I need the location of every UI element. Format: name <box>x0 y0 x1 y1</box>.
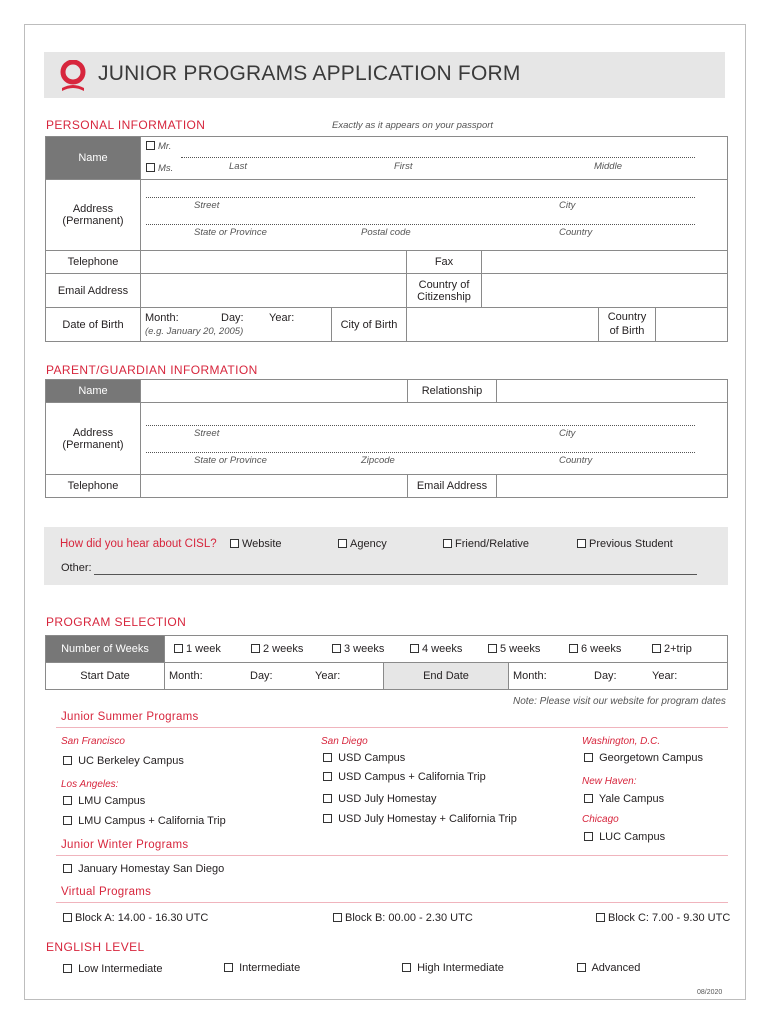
parent-street-line <box>146 425 695 426</box>
parent-street-label: Street <box>194 428 220 439</box>
dob-month-label: Month: <box>145 312 179 324</box>
address-field[interactable] <box>141 180 728 251</box>
telephone-label-cell <box>46 251 141 274</box>
block-c-checkbox[interactable] <box>596 913 605 922</box>
luc-label: LUC Campus <box>599 831 666 843</box>
parent-city-label: City <box>559 428 576 439</box>
parent-telephone-label: Telephone <box>67 480 119 492</box>
hear-option-agency[interactable] <box>338 538 387 550</box>
usd-july-option[interactable] <box>323 793 436 805</box>
block-b-checkbox[interactable] <box>333 913 342 922</box>
week-3-checkbox[interactable] <box>332 644 341 653</box>
end-date-field[interactable] <box>509 663 728 690</box>
middle-label: Middle <box>594 161 622 172</box>
hear-option-friend[interactable] <box>443 538 529 550</box>
level-low-checkbox[interactable] <box>63 964 72 973</box>
previous-checkbox[interactable] <box>577 539 586 548</box>
end-date-label-cell <box>384 663 509 690</box>
website-label: Website <box>242 538 282 550</box>
email-label-cell <box>46 274 141 308</box>
week-trip-checkbox[interactable] <box>652 644 661 653</box>
dob-example: (e.g. January 20, 2005) <box>145 326 244 337</box>
usd-july-label: USD July Homestay <box>338 793 437 805</box>
name-label-cell <box>46 137 141 180</box>
hear-question: How did you hear about CISL? <box>60 538 217 550</box>
uc-berkeley-checkbox[interactable] <box>63 756 72 765</box>
san-francisco-label: San Francisco <box>61 736 125 747</box>
week-option-5[interactable] <box>488 643 540 655</box>
level-high-option[interactable] <box>402 962 504 974</box>
summer-divider <box>56 727 728 728</box>
georgetown-checkbox[interactable] <box>584 753 593 762</box>
winter-divider <box>56 855 728 856</box>
parent-address-label: Address <box>72 426 114 439</box>
weeks-options <box>165 636 728 663</box>
cisl-logo-icon <box>58 60 88 94</box>
week-1-label: 1 week <box>186 643 221 655</box>
citizenship-label-cell <box>407 274 482 308</box>
end-year-label: Year: <box>652 670 678 682</box>
level-intermediate-label: Intermediate <box>239 962 301 974</box>
parent-state-line <box>146 452 695 453</box>
parent-email-field[interactable] <box>497 475 728 498</box>
parent-zip-label: Zipcode <box>361 455 395 466</box>
start-date-field[interactable] <box>165 663 384 690</box>
agency-checkbox[interactable] <box>338 539 347 548</box>
block-a-label: Block A: 14.00 - 16.30 UTC <box>75 912 209 924</box>
week-6-label: 6 weeks <box>581 643 622 655</box>
parent-name-label-cell <box>46 380 141 403</box>
uc-berkeley-label: UC Berkeley Campus <box>78 755 184 767</box>
usd-trip-option[interactable] <box>323 771 486 783</box>
virtual-divider <box>56 902 728 903</box>
name-label: Name <box>78 152 108 164</box>
fax-label-cell <box>407 251 482 274</box>
other-input[interactable] <box>94 574 697 575</box>
parent-telephone-field[interactable] <box>141 475 408 498</box>
country-of-birth-field[interactable] <box>599 308 728 342</box>
citizenship-sublabel: Citizenship <box>417 290 471 303</box>
level-intermediate-option[interactable] <box>224 962 300 974</box>
start-month-label: Month: <box>169 670 203 682</box>
city-of-birth-label-cell <box>332 308 407 342</box>
week-option-trip[interactable] <box>652 643 692 655</box>
program-note: Note: Please visit our website for program dates <box>513 696 726 707</box>
program-heading: PROGRAM SELECTION <box>46 615 187 629</box>
week-1-checkbox[interactable] <box>174 644 183 653</box>
usd-july-trip-checkbox[interactable] <box>323 814 332 823</box>
state-label: State or Province <box>194 227 267 238</box>
lmu-trip-option[interactable] <box>63 815 226 827</box>
address-label: Address <box>72 203 114 215</box>
usd-july-checkbox[interactable] <box>323 794 332 803</box>
week-option-3[interactable] <box>332 643 384 655</box>
week-2-label: 2 weeks <box>263 643 304 655</box>
personal-heading: PERSONAL INFORMATION <box>46 118 206 132</box>
level-advanced-checkbox[interactable] <box>577 963 586 972</box>
parent-state-label: State or Province <box>194 455 267 466</box>
citizenship-label: Country of <box>418 278 470 291</box>
mr-label: Mr. <box>158 141 172 152</box>
level-high-label: High Intermediate <box>417 962 504 974</box>
address-sublabel: (Permanent) <box>62 215 124 227</box>
dob-label: Date of Birth <box>62 318 124 331</box>
dob-label-cell <box>46 308 141 342</box>
level-low-label: Low Intermediate <box>78 963 163 975</box>
week-6-checkbox[interactable] <box>569 644 578 653</box>
relationship-field[interactable] <box>497 380 728 403</box>
dob-day-label: Day: <box>221 312 244 324</box>
usd-label: USD Campus <box>338 752 406 764</box>
lmu-option[interactable] <box>63 795 145 807</box>
city-label: City <box>559 200 576 211</box>
level-low-option[interactable] <box>63 963 162 975</box>
parent-country-label: Country <box>559 455 593 466</box>
week-option-6[interactable] <box>569 643 621 655</box>
parent-table <box>45 379 728 498</box>
week-5-label: 5 weeks <box>500 643 541 655</box>
level-intermediate-checkbox[interactable] <box>224 963 233 972</box>
city-of-birth-field[interactable] <box>407 308 599 342</box>
previous-label: Previous Student <box>589 538 673 550</box>
week-4-checkbox[interactable] <box>410 644 419 653</box>
address-label-cell <box>46 180 141 251</box>
georgetown-option[interactable] <box>584 752 703 764</box>
parent-telephone-label-cell <box>46 475 141 498</box>
telephone-label: Telephone <box>67 256 119 268</box>
parent-name-label: Name <box>78 385 108 397</box>
week-3-label: 3 weeks <box>344 643 385 655</box>
hear-option-previous[interactable] <box>577 538 673 550</box>
yale-option[interactable] <box>584 793 664 805</box>
january-option[interactable] <box>63 863 224 875</box>
relationship-label-cell <box>408 380 497 403</box>
level-high-checkbox[interactable] <box>402 963 411 972</box>
name-field[interactable] <box>141 137 728 180</box>
city-of-birth-label: City of Birth <box>340 318 398 331</box>
email-label: Email Address <box>57 284 129 297</box>
usd-option[interactable] <box>323 752 405 764</box>
ms-checkbox[interactable] <box>146 163 155 172</box>
dob-year-label: Year: <box>269 312 295 324</box>
parent-address-label-cell <box>46 403 141 475</box>
weeks-label-cell <box>46 636 165 663</box>
end-month-label: Month: <box>513 670 547 682</box>
lmu-checkbox[interactable] <box>63 796 72 805</box>
country-of-birth-sublabel: of Birth <box>609 325 645 337</box>
week-5-checkbox[interactable] <box>488 644 497 653</box>
name-line <box>181 157 695 158</box>
fax-field[interactable] <box>482 251 728 274</box>
friend-checkbox[interactable] <box>443 539 452 548</box>
january-label: January Homestay San Diego <box>78 863 225 875</box>
mr-checkbox[interactable] <box>146 141 155 150</box>
postal-label: Postal code <box>361 227 411 238</box>
form-title: JUNIOR PROGRAMS APPLICATION FORM <box>98 62 521 85</box>
agency-label: Agency <box>350 538 387 550</box>
country-of-birth-label: Country <box>607 311 647 323</box>
parent-email-label-cell <box>408 475 497 498</box>
level-advanced-option[interactable] <box>577 962 640 974</box>
street-line <box>146 197 695 198</box>
usd-checkbox[interactable] <box>323 753 332 762</box>
summer-heading: Junior Summer Programs <box>61 711 199 723</box>
chicago-label: Chicago <box>582 814 619 825</box>
friend-label: Friend/Relative <box>455 538 529 550</box>
parent-name-field[interactable] <box>141 380 408 403</box>
georgetown-label: Georgetown Campus <box>599 752 704 764</box>
start-date-label: Start Date <box>80 670 130 682</box>
state-line <box>146 224 695 225</box>
personal-table <box>45 136 728 342</box>
parent-email-label: Email Address <box>416 480 488 492</box>
end-day-label: Day: <box>594 670 617 682</box>
fax-label: Fax <box>434 256 454 268</box>
country-of-birth-label-cell <box>598 307 656 342</box>
week-option-1[interactable] <box>174 643 221 655</box>
english-heading: ENGLISH LEVEL <box>46 940 145 954</box>
end-date-label: End Date <box>423 670 469 682</box>
website-checkbox[interactable] <box>230 539 239 548</box>
ms-label: Ms. <box>158 163 174 174</box>
usd-july-trip-label: USD July Homestay + California Trip <box>338 813 517 825</box>
week-2-checkbox[interactable] <box>251 644 260 653</box>
other-label: Other: <box>61 562 92 574</box>
new-haven-label: New Haven: <box>582 776 637 787</box>
week-4-label: 4 weeks <box>422 643 463 655</box>
parent-address-sublabel: (Permanent) <box>62 438 124 451</box>
country-label: Country <box>559 227 593 238</box>
winter-heading: Junior Winter Programs <box>61 839 189 851</box>
usd-july-trip-option[interactable] <box>323 813 517 825</box>
yale-checkbox[interactable] <box>584 794 593 803</box>
january-checkbox[interactable] <box>63 864 72 873</box>
washington-label: Washington, D.C. <box>582 736 661 747</box>
start-day-label: Day: <box>250 670 273 682</box>
usd-trip-label: USD Campus + California Trip <box>338 771 486 783</box>
lmu-label: LMU Campus <box>78 795 146 807</box>
street-label: Street <box>194 200 220 211</box>
los-angeles-label: Los Angeles: <box>61 779 119 790</box>
usd-trip-checkbox[interactable] <box>323 772 332 781</box>
yale-label: Yale Campus <box>598 793 665 805</box>
lmu-trip-checkbox[interactable] <box>63 816 72 825</box>
luc-checkbox[interactable] <box>584 832 593 841</box>
hear-option-website[interactable] <box>230 538 282 550</box>
week-trip-label: 2+trip <box>664 643 692 655</box>
citizenship-field[interactable] <box>482 274 728 308</box>
week-option-4[interactable] <box>410 643 462 655</box>
block-c-option[interactable] <box>596 912 730 924</box>
parent-address-field[interactable] <box>141 403 728 475</box>
block-a-checkbox[interactable] <box>63 913 72 922</box>
email-field[interactable] <box>141 274 407 308</box>
last-label: Last <box>229 161 247 172</box>
first-label: First <box>394 161 413 172</box>
level-advanced-label: Advanced <box>591 962 641 974</box>
san-diego-label: San Diego <box>321 736 368 747</box>
parent-heading: PARENT/GUARDIAN INFORMATION <box>46 363 258 377</box>
start-year-label: Year: <box>315 670 341 682</box>
block-c-label: Block C: 7.00 - 9.30 UTC <box>608 912 731 924</box>
block-b-label: Block B: 00.00 - 2.30 UTC <box>345 912 473 924</box>
program-table <box>45 635 728 690</box>
luc-option[interactable] <box>584 831 665 843</box>
start-date-label-cell <box>46 663 165 690</box>
hear-about-box <box>44 527 728 585</box>
block-a-option[interactable] <box>63 912 208 924</box>
telephone-field[interactable] <box>141 251 407 274</box>
uc-berkeley-option[interactable] <box>63 755 184 767</box>
dob-field[interactable] <box>141 308 332 342</box>
virtual-heading: Virtual Programs <box>61 886 152 898</box>
relationship-label: Relationship <box>421 385 483 397</box>
passport-note: Exactly as it appears on your passport <box>332 120 494 131</box>
footer-code: 08/2020 <box>697 989 723 996</box>
week-option-2[interactable] <box>251 643 303 655</box>
weeks-label: Number of Weeks <box>61 643 149 655</box>
block-b-option[interactable] <box>333 912 473 924</box>
lmu-trip-label: LMU Campus + California Trip <box>78 815 226 827</box>
